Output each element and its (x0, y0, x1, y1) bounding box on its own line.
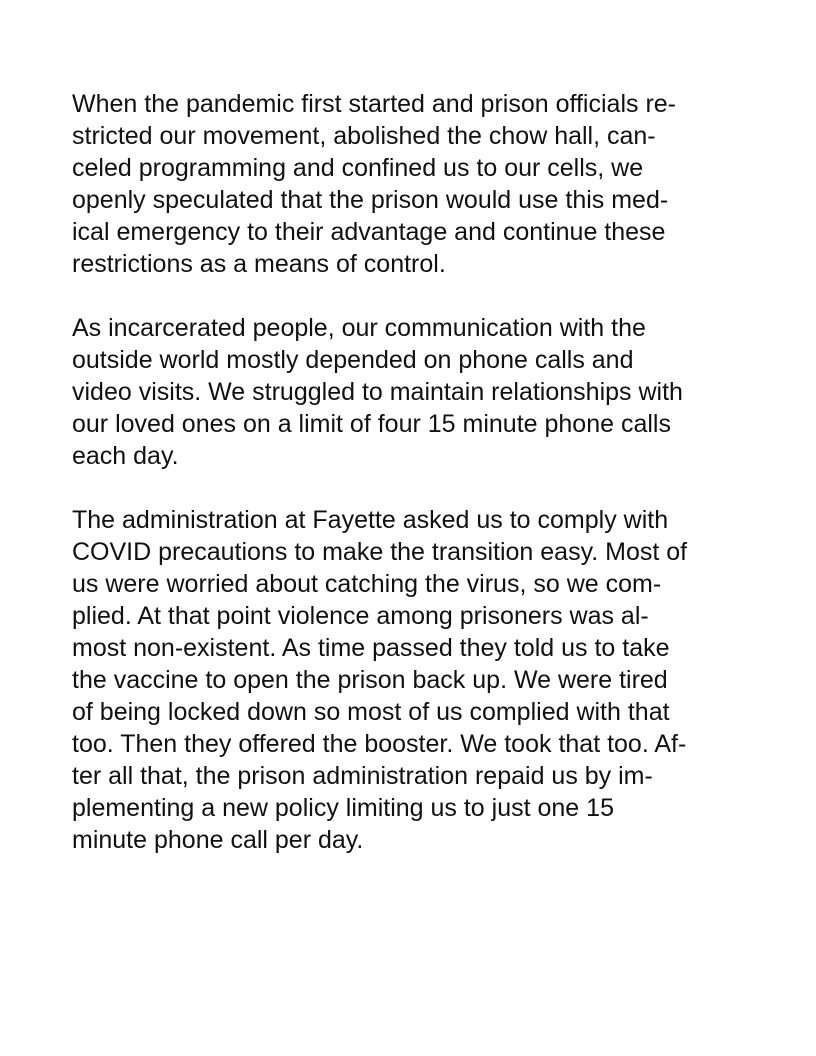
text-line: too. Then they offered the booster. We took that too. Af- (72, 730, 687, 758)
text-line: openly speculated that the prison would use this med- (72, 186, 669, 214)
text-line: restrictions as a means of control. (72, 250, 446, 278)
text-line: stricted our movement, abolished the chow hall, can- (72, 122, 656, 150)
text-line: most non-existent. As time passed they told us to take (72, 634, 670, 662)
text-line: plementing a new policy limiting us to just one 15 (72, 794, 614, 822)
paragraph-3 (72, 504, 744, 856)
text-line: ical emergency to their advantage and continue these (72, 218, 666, 246)
document-page (72, 88, 744, 888)
text-line: celed programming and confined us to our cells, we (72, 154, 644, 182)
paragraph-2 (72, 312, 744, 472)
text-line: the vaccine to open the prison back up. We were tired (72, 666, 668, 694)
text-line: When the pandemic first started and prison officials re- (72, 90, 676, 118)
paragraph-1 (72, 88, 744, 280)
text-line: The administration at Fayette asked us to comply with (72, 506, 669, 534)
text-line: COVID precautions to make the transition easy. Most of (72, 538, 688, 566)
text-line: video visits. We struggled to maintain relationships with (72, 378, 683, 406)
text-line: each day. (72, 442, 179, 470)
text-line: our loved ones on a limit of four 15 minute phone calls (72, 410, 671, 438)
text-line: outside world mostly depended on phone calls and (72, 346, 634, 374)
text-line: ter all that, the prison administration repaid us by im- (72, 762, 653, 790)
text-line: plied. At that point violence among prisoners was al- (72, 602, 649, 630)
text-line: minute phone call per day. (72, 826, 364, 854)
text-line: us were worried about catching the virus, so we com- (72, 570, 662, 598)
text-line: As incarcerated people, our communication with the (72, 314, 646, 342)
text-line: of being locked down so most of us complied with that (72, 698, 670, 726)
